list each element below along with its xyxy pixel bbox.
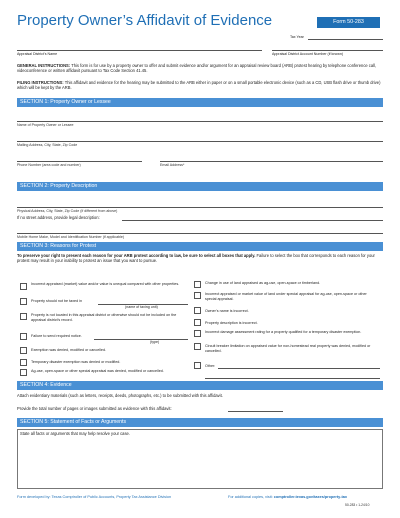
email-address-label: Email Address* [160,163,185,167]
reason-checkbox[interactable] [20,333,27,340]
phone-number-field[interactable] [17,161,142,162]
reason-checkbox[interactable] [20,313,27,320]
other-reason-field[interactable] [218,368,380,369]
reason-label: Incorrect damage assessment rating for a property qualified for a temporary disaster exemption. [205,330,362,334]
appraisal-district-label: Appraisal District’s Name [17,52,58,56]
mailing-address-label: Mailing Address, City, State, Zip Code [17,143,78,147]
evidence-page-count-field[interactable] [228,411,283,412]
legal-description-prompt: If no street address, provide legal description: [17,215,100,220]
general-instructions [17,63,383,73]
footer-copies-link[interactable]: comptroller.texas.gov/taxes/property-tax [273,495,348,499]
reason-checkbox[interactable] [194,307,201,314]
section-3-intro-bold: To preserve your right to present each reason for your ARB protest according to law, be sure to select all boxes that apply. [17,253,256,258]
reason-label: Property is not located in this appraisal district or otherwise should not be included on the appraisal district’s record. [31,313,177,322]
evidence-attach-text: Attach evidentiary materials (such as letters, receipts, deeds, photographs, etc.) to be submitted with this affidavit. [17,393,223,398]
reason-checkbox[interactable] [194,281,201,288]
reason-checkbox[interactable] [20,347,27,354]
reason-label: Other: [205,364,216,368]
section-1-header: SECTION 1: Property Owner or Lessee [17,98,383,107]
reason-label: Owner’s name is incorrect. [205,309,249,313]
reason-label: Ag-use, open-space or other special appraisal was denied, modified or cancelled. [31,369,164,373]
reason-label: Property should not be taxed in [31,299,83,303]
reason-checkbox[interactable] [20,369,27,376]
section-3-intro-rest: Failure to select the box that corresponds to each reason for your protest may result in your inability to protest an issue that you want to pursue. [17,253,375,264]
notice-type-caption: (type) [150,340,160,344]
general-instructions-text: This form is for use by a property owner to offer and submit evidence and/or argument for an appraisal review board (ARB) protest hearing by telephone conference call, videoconference or written affidavit pursuant to Tax Code Section 41.45. [17,63,377,74]
section-2-header: SECTION 2: Property Description [17,182,383,191]
account-number-field[interactable] [272,50,383,51]
statement-of-facts-box[interactable] [17,429,383,489]
tax-year-line[interactable] [308,39,383,40]
other-reason-field-2[interactable] [205,378,380,379]
appraisal-district-name-field[interactable] [17,50,262,51]
reason-checkbox[interactable] [194,319,201,326]
reason-checkbox[interactable] [194,343,201,350]
filing-instructions-text: This affidavit and evidence for the hearing may be submitted to the ARB either in paper or on a small portable electronic device (such as a CD, USB flash drive or thumb drive) which will be kept by the ARB. [17,80,381,91]
filing-instructions-label: FILING INSTRUCTIONS: [17,80,64,85]
section-4-header: SECTION 4: Evidence [17,381,383,390]
reason-checkbox[interactable] [20,283,27,290]
account-number-label: Appraisal District Account Number (if known) [272,52,344,56]
owner-name-label: Name of Property Owner or Lessee [17,123,74,127]
tax-year-label: Tax Year [290,35,304,39]
general-instructions-label: GENERAL INSTRUCTIONS: [17,63,71,68]
taxing-unit-caption: (name of taxing unit) [125,305,158,309]
physical-address-field[interactable] [17,207,383,208]
form-title: Property Owner’s Affidavit of Evidence [17,12,273,29]
reason-label: Property description is incorrect. [205,321,258,325]
reason-label: Change in use of land appraised as ag-use, open-space or timberland. [205,281,321,285]
reason-checkbox[interactable] [20,298,27,305]
section-5-header: SECTION 5: Statement of Facts or Arguments [17,418,383,427]
reason-label: Incorrect appraised or market value of land under special appraisal for ag-use, open-space or other special appraisal. [205,292,367,301]
email-address-field[interactable] [160,161,383,162]
legal-description-field[interactable] [122,220,383,221]
owner-name-field[interactable] [17,121,383,122]
reason-checkbox[interactable] [194,292,201,299]
physical-address-label: Physical Address, City, State, Zip Code (if different from above) [17,209,118,213]
reason-label: Failure to send required notice. [31,334,82,338]
reason-label: Incorrect appraised (market) value and/or value is unequal compared with other properties. [31,282,180,286]
footer-developed-by: Form developed by: Texas Comptroller of Public Accounts, Property Tax Assistance Division [17,495,172,499]
phone-number-label: Phone Number (area code and number) [17,163,81,167]
reason-checkbox[interactable] [194,330,201,337]
footer-copies-prefix: For additional copies, visit: [228,495,274,499]
reason-label: Circuit breaker limitation on appraised value for non-homestead real property was denied, modified or cancelled. [205,344,371,353]
reason-label: Temporary disaster exemption was denied or modified. [31,360,121,364]
reason-checkbox[interactable] [20,359,27,366]
reason-label: Exemption was denied, modified or cancelled. [31,348,107,352]
mobile-home-field[interactable] [17,233,383,234]
evidence-total-text: Provide the total number of pages or images submitted as evidence with this affidavit: [17,406,172,411]
section-3-header: SECTION 3: Reasons for Protest [17,242,383,251]
filing-instructions [17,80,383,90]
statement-prompt: State all facts or arguments that may help resolve your case. [20,431,130,436]
footer-copies [228,495,347,499]
notice-type-field[interactable] [94,339,188,340]
footer-form-code: 50-283 • 1-24/10 [345,503,370,507]
form-number-badge: Form 50-283 [317,17,380,28]
mobile-home-label: Mobile Home Make, Model and Identification Number (if applicable) [17,235,125,239]
section-3-intro [17,253,383,263]
reason-checkbox[interactable] [194,362,201,369]
mailing-address-field[interactable] [17,141,383,142]
